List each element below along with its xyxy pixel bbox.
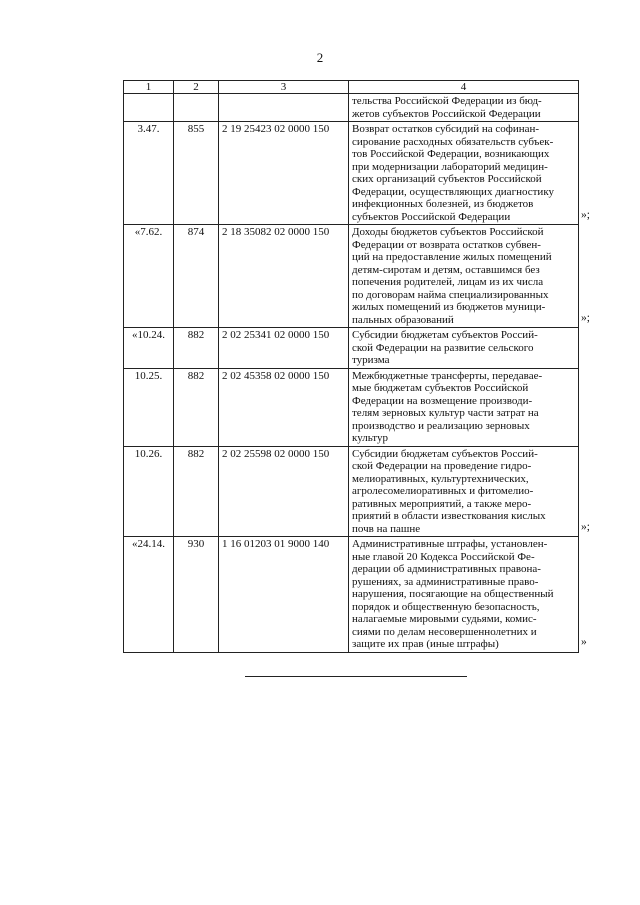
- table-row: [124, 368, 579, 446]
- classification-code-text: 2 19 25423 02 0000 150: [222, 123, 330, 135]
- admin-code: [174, 94, 219, 122]
- classification-code: [219, 537, 349, 653]
- header-col-1: 1: [124, 81, 174, 94]
- admin-code-text: 882: [187, 447, 205, 460]
- admin-code: [174, 446, 219, 537]
- table-row: [124, 537, 579, 653]
- row-number: [124, 94, 174, 122]
- row-number-text: 10.26.: [134, 447, 163, 460]
- classification-code: [219, 446, 349, 537]
- admin-code-text: 882: [187, 369, 205, 382]
- admin-code-text: 874: [187, 226, 205, 238]
- classification-code-text: 2 02 25598 02 0000 150: [222, 447, 330, 460]
- header-col-4: 4: [349, 81, 579, 94]
- page-number: 2: [316, 50, 324, 65]
- income-description-text: Административные штрафы, установлен- ные главой 20 Кодекса Российской Фе- дерации об административных правона- рушениях, за административные право- нарушения, посягающие на общественный порядок и общественную безопасность, налагаемые мировыми судьями, комис- сиями по делам несовершеннолетних и защите их прав (иные штрафы): [352, 538, 554, 650]
- classification-code: [219, 225, 349, 328]
- income-description: [349, 122, 579, 225]
- income-description-text: Доходы бюджетов субъектов Российской Федерации от возврата остатков субвен- ций на предоставление жилых помещений детям-сиротам и детям, оставшимся без попечения родителей, лицам из их числа по договорам найма специализированных жилых помещений из бюджетов муници- пальных образований: [352, 226, 552, 326]
- classification-code: [219, 122, 349, 225]
- row-number-text: «10.24.: [132, 329, 165, 341]
- income-description: [349, 537, 579, 653]
- table-header-row: [124, 81, 579, 94]
- admin-code-text: 882: [187, 329, 205, 341]
- row-number-text: 3.47.: [137, 123, 160, 135]
- classification-code-text: 2 02 25341 02 0000 150: [222, 329, 330, 341]
- income-description-text: тельства Российской Федерации из бюд- жетов субъектов Российской Федерации: [352, 95, 542, 120]
- classification-code-text: 1 16 01203 01 9000 140: [222, 538, 330, 550]
- income-description: [349, 328, 579, 369]
- admin-code: [174, 368, 219, 446]
- row-number: [124, 122, 174, 225]
- income-description: [349, 225, 579, 328]
- income-description-text: Субсидии бюджетам субъектов Россий- ской Федерации на развитие сельского туризма: [352, 329, 538, 366]
- income-description: [349, 446, 579, 537]
- classification-code: [219, 94, 349, 122]
- classification-code-text: 2 18 35082 02 0000 150: [222, 226, 330, 238]
- admin-code-text: 855: [187, 123, 205, 135]
- row-number: [124, 225, 174, 328]
- table-row: [124, 328, 579, 369]
- closing-quote-mark: »;: [581, 311, 590, 324]
- closing-quote-mark: »;: [581, 208, 590, 221]
- header-col-3: 3: [219, 81, 349, 94]
- row-number: [124, 446, 174, 537]
- table-row: [124, 122, 579, 225]
- bottom-separator-line: [245, 676, 467, 677]
- admin-code: [174, 537, 219, 653]
- table-row: [124, 446, 579, 537]
- closing-quote-mark: »: [581, 636, 587, 648]
- table-row: [124, 94, 579, 122]
- admin-code: [174, 328, 219, 369]
- income-description-text: Возврат остатков субсидий на софинан- сирование расходных обязательств субъек- тов Российской Федерации, возникающих при модернизации лабораторий медицин- ских организаций субъектов Российской Федерации, осуществляющих диагностику инфекционных болезней, из бюджетов субъектов Российской Федерации: [352, 123, 555, 223]
- row-number: [124, 368, 174, 446]
- classification-code: [219, 328, 349, 369]
- row-number-text: «7.62.: [134, 226, 163, 238]
- income-description: [349, 94, 579, 122]
- header-col-2: 2: [174, 81, 219, 94]
- row-number: [124, 537, 174, 653]
- row-number-text: 10.25.: [134, 369, 163, 382]
- income-description: [349, 368, 579, 446]
- closing-quote-mark: »;: [581, 520, 590, 533]
- row-number-text: «24.14.: [132, 538, 165, 550]
- classification-code: [219, 368, 349, 446]
- budget-classification-table: [123, 80, 579, 653]
- classification-code-text: 2 02 45358 02 0000 150: [222, 369, 330, 382]
- income-description-text: Межбюджетные трансферты, передавае- мые бюджетам субъектов Российской Федерации на возмещение производи- телям зерновых культур части затрат на производство и реализацию зерновых культур: [352, 369, 543, 444]
- admin-code-text: 930: [187, 538, 205, 550]
- admin-code: [174, 225, 219, 328]
- income-description-text: Субсидии бюджетам субъектов Россий- ской Федерации на проведение гидро- мелиоративных, культуртехнических, агролесомелиоративных и фитомелио- ративных мероприятий, а также меро- приятий в области известкования кислых почв на пашне: [352, 447, 546, 535]
- row-number: [124, 328, 174, 369]
- admin-code: [174, 122, 219, 225]
- table-row: [124, 225, 579, 328]
